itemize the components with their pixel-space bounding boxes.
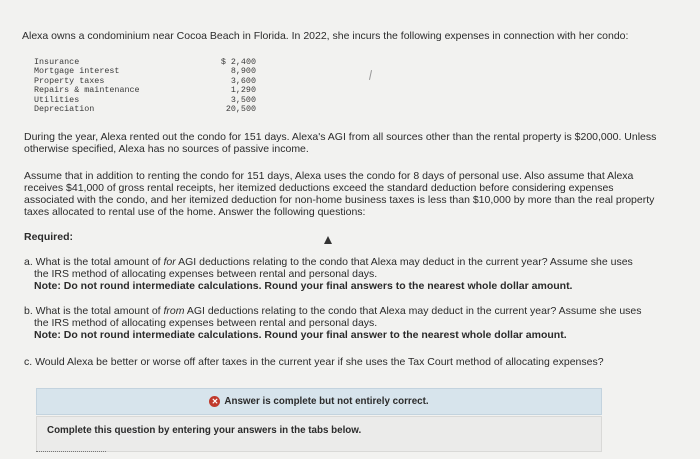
expense-label: Mortgage interest — [34, 66, 120, 77]
expense-amount: 3,600 — [230, 75, 256, 86]
expense-label: Utilities — [34, 94, 80, 105]
question-c: c. Would Alexa be better or worse off after taxes in the current year if she uses the Tax Court method of allocating expenses? — [24, 356, 604, 368]
question-b-line2: the IRS method of allocating expenses between rental and personal days. — [34, 317, 378, 329]
answer-status-text: Answer is complete but not entirely correct. — [224, 396, 429, 407]
expense-amount: $ 2,400 — [220, 57, 256, 67]
question-b-note: Note: Do not round intermediate calculations. Round your final answer to the nearest whole dollar amount. — [34, 329, 567, 341]
question-a-line2: the IRS method of allocating expenses between rental and personal days. — [34, 268, 378, 280]
mouse-cursor-icon — [324, 236, 332, 244]
complete-prompt-text: Complete this question by entering your answers in the tabs below. — [47, 425, 362, 436]
question-a-note: Note: Do not round intermediate calculations. Round your final answers to the nearest whole dollar amount. — [34, 280, 573, 292]
intro-text: Alexa owns a condominium near Cocoa Beach in Florida. In 2022, she incurs the following expenses in connection with her condo: — [22, 30, 629, 42]
error-x-icon: ✕ — [209, 396, 220, 407]
question-b-rest: AGI deductions relating to the condo that Alexa may deduct in the current year? Assume she uses — [184, 305, 642, 317]
question-b-italic: from — [163, 305, 185, 317]
question-a-prefix: a. What is the total amount of — [24, 256, 164, 268]
expense-label: Insurance — [34, 57, 80, 67]
answer-status-banner — [36, 388, 602, 415]
question-a-rest: AGI deductions relating to the condo that Alexa may deduct in the current year? Assume she uses — [175, 256, 633, 268]
question-a-italic: for — [163, 256, 176, 268]
expense-table — [34, 58, 256, 114]
expense-amount: 20,500 — [225, 104, 256, 115]
expense-label: Repairs & maintenance — [34, 85, 140, 96]
required-heading: Required: — [24, 231, 74, 243]
expense-amount: 3,500 — [230, 94, 256, 105]
question-b — [24, 305, 664, 341]
assumption-paragraph: Assume that in addition to renting the condo for 151 days, Alexa uses the condo for 8 days of personal use. Also assume that Alexa receives $41,000 of gross rental receipts, her itemized deductions exceed the standard deduction before considering expenses associated with the condo, and her itemized deduction for non-home business taxes is less than $10,000 by more than the real property taxes allocated to rental use of the home. Answer the following questions: — [24, 170, 655, 218]
question-b-prefix: b. What is the total amount of — [24, 305, 164, 317]
rental-paragraph: During the year, Alexa rented out the condo for 151 days. Alexa's AGI from all sources other than the rental property is $200,000. Unless otherwise specified, Alexa has no sources of passive income. — [24, 131, 657, 155]
expense-label: Depreciation — [34, 104, 95, 115]
expense-amount: 1,290 — [230, 85, 256, 96]
expense-row — [34, 105, 256, 114]
expense-label: Property taxes — [34, 75, 105, 86]
instructions-panel — [36, 416, 602, 452]
stray-mark — [369, 70, 372, 80]
expense-amount: 8,900 — [230, 66, 256, 77]
question-a — [24, 256, 664, 292]
tab-strip[interactable] — [36, 451, 106, 455]
